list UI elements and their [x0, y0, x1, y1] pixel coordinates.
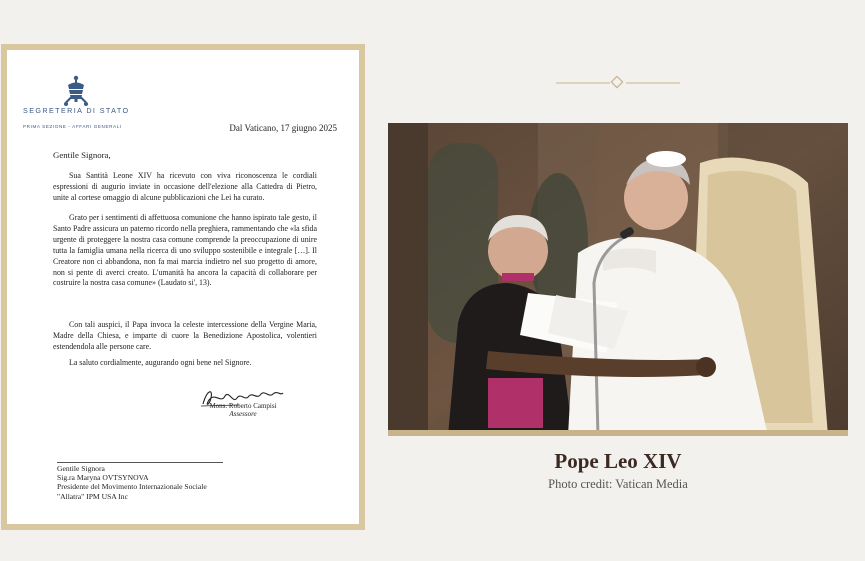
address-divider	[57, 462, 223, 463]
letter-salutation: Gentile Signora,	[53, 150, 111, 160]
signer-name: Mons. Roberto Campisi	[209, 402, 277, 410]
photo-gold-strip	[388, 430, 848, 436]
letter-paragraph: Grato per i sentimenti di affettuosa comunione che hanno ispirato tale gesto, il Santo Padre assicura un paterno ricordo nella preghiera, rammentando che «la sfida urgente di proteggere la nostra casa comune comprende la preoccupazione di unire tutta la famiglia umana nella ricerca di uno sviluppo sostenibile e integrale […]. Il Creatore non ci abbandona, non fa mai marcia indietro nel suo progetto di amore, non si pente di averci creato. L'umanità ha ancora la capacità di collaborare per costruire la nostra casa comune» (Laudato si', 13).	[53, 213, 317, 288]
signer-role: Assessore	[229, 410, 257, 418]
letter-paragraph: Sua Santità Leone XIV ha ricevuto con viva riconoscenza le cordiali espressioni di augurio inviate in occasione dell'elezione alla Cattedra di Pietro, unite al cortese omaggio di alcune pubblicazioni che Lei ha curato.	[53, 171, 317, 202]
signer-block	[208, 402, 278, 418]
photo-title: Pope Leo XIV	[554, 449, 682, 473]
letter-image	[7, 50, 359, 524]
address-line: Gentile Signora	[57, 464, 105, 473]
diamond-divider-icon	[556, 76, 680, 90]
letter-closing: La saluto cordialmente, augurando ogni bene nel Signore.	[69, 358, 252, 367]
office-name: SEGRETERIA DI STATO	[23, 106, 130, 115]
address-line: Presidente del Movimento Internazionale Sociale	[57, 482, 207, 492]
photo-credit: Photo credit: Vatican Media	[548, 477, 688, 491]
department-name: PRIMA SEZIONE - AFFARI GENERALI	[23, 124, 122, 129]
pope-photo	[388, 123, 848, 436]
recipient-address	[57, 464, 207, 501]
letter-paragraph: Con tali auspici, il Papa invoca la celeste intercessione della Vergine Maria, Madre della Chiesa, e imparte di cuore la Benedizione Apostolica, volentieri estendendola alle persone care.	[53, 320, 317, 351]
letter-image-frame	[1, 44, 365, 530]
address-line: "Allatra" IPM USA Inc	[57, 491, 128, 501]
letter-date: Dal Vaticano, 17 giugno 2025	[229, 123, 337, 133]
address-line: Sig.ra Maryna OVTSYNOVA	[57, 473, 149, 483]
papal-crest-icon	[61, 74, 91, 108]
